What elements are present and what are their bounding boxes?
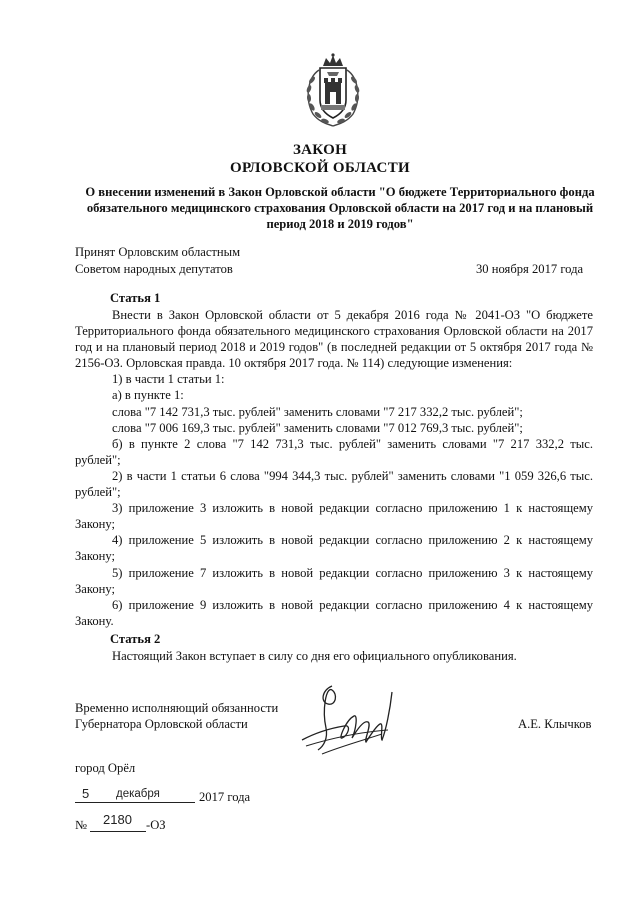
coat-of-arms-emblem [299, 52, 367, 130]
article-1-item: слова "7 142 731,3 тыс. рублей" заменить словами "7 217 332,2 тыс. рублей"; [112, 404, 523, 419]
article-1-item: а) в пункте 1: [112, 388, 184, 403]
article-1-item: 5) приложение 7 изложить в новой редакции согласно приложению 3 к настоящему Закону; [75, 565, 593, 596]
law-number: 2180 [103, 812, 132, 827]
signing-day: 5 [82, 786, 90, 801]
law-number-suffix: -ОЗ [146, 818, 166, 832]
number-underline [90, 831, 146, 832]
article-1-item: б) в пункте 2 слова "7 142 731,3 тыс. рублей" заменить словами "7 217 332,2 тыс. рублей"; [75, 436, 593, 467]
article-1-item: 3) приложение 3 изложить в новой редакции согласно приложению 1 к настоящему Закону; [75, 501, 593, 532]
signing-year: 2017 года [199, 790, 251, 804]
signatory-position-line2: Губернатора Орловской области [75, 717, 248, 731]
article-1-intro: Внести в Закон Орловской области от 5 декабря 2016 года № 2041-ОЗ "О бюджете Территориального фонда обязательного медицинского страхования Орловской области на 2017 год и на плановый период 2018 и 2019 годов" (в последней редакции от 5 октября 2017 года № 2156-ОЗ. Орловская правда. 10 октября 2017 года. № 114) следующие изменения: [75, 308, 593, 371]
article-1-item: 2) в части 1 статьи 6 слова "994 344,3 тыс. рублей" заменить словами "1 059 326,6 тыс. рублей"; [75, 468, 593, 500]
signatory-name: А.Е. Клычков [518, 717, 592, 731]
city: город Орёл [75, 761, 136, 775]
region-title: ОРЛОВСКОЙ ОБЛАСТИ [230, 160, 410, 176]
article-1-item: 4) приложение 5 изложить в новой редакции согласно приложению 2 к настоящему Закону; [75, 533, 593, 564]
law-number-prefix: № [75, 818, 88, 832]
adopted-by-line1: Принят Орловским областным [75, 245, 241, 259]
adopted-date: 30 ноября 2017 года [476, 262, 584, 276]
article-1-body [75, 307, 593, 629]
article-2-text: Настоящий Закон вступает в силу со дня его официального опубликования. [112, 649, 517, 663]
article-1-item: 1) в части 1 статьи 1: [112, 372, 225, 387]
handwritten-signature [292, 680, 402, 760]
article-1-item: слова "7 006 169,3 тыс. рублей" заменить словами "7 012 769,3 тыс. рублей"; [112, 420, 523, 435]
article-1-title: Статья 1 [110, 291, 161, 305]
article-2-title: Статья 2 [110, 632, 161, 646]
document-title: ЗАКОН [292, 142, 348, 158]
signing-month: декабря [116, 788, 160, 800]
adopted-by-line2: Советом народных депутатов [75, 262, 233, 276]
date-underline [75, 802, 195, 803]
law-subtitle: О внесении изменений в Закон Орловской области "О бюджете Территориального фонда обязательного медицинского страхования Орловской области на 2017 год и на плановый период 2018 и 2019 годов" [85, 185, 595, 231]
article-2-body [75, 648, 593, 664]
signatory-position-line1: Временно исполняющий обязанности [75, 701, 279, 715]
article-1-item: 6) приложение 9 изложить в новой редакции согласно приложению 4 к настоящему Закону. [75, 597, 593, 628]
